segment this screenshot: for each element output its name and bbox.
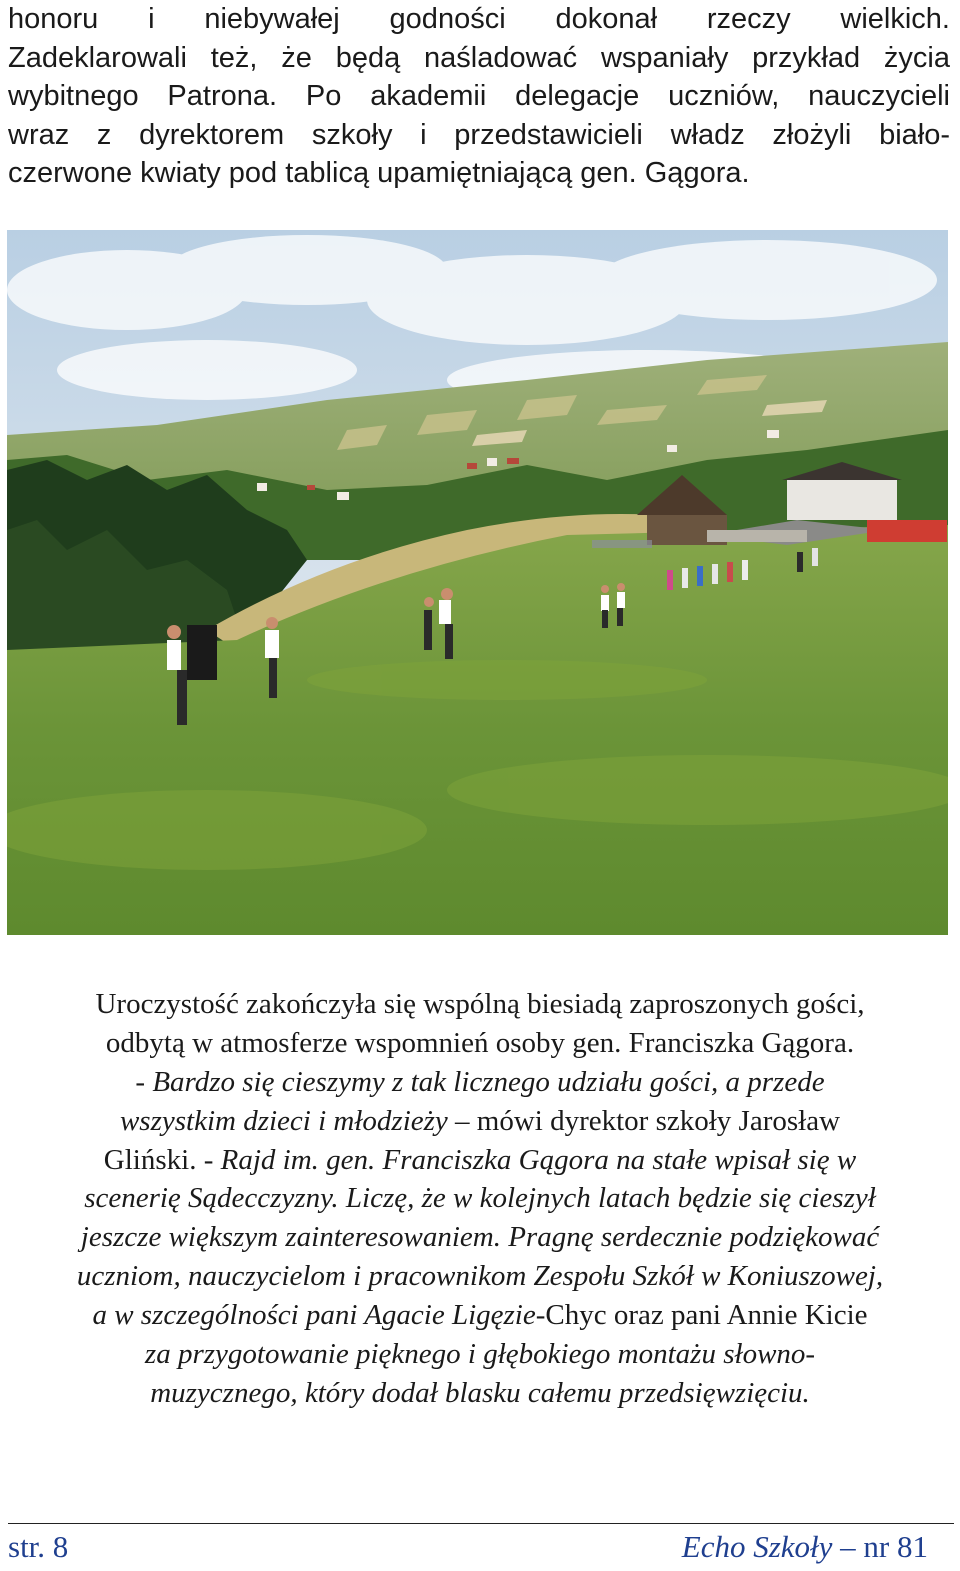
text-line (0, 1374, 960, 1413)
intro-line: wraz z dyrektorem szkoły i przedstawicieli władz złożyli biało- (8, 118, 950, 151)
text-line (0, 1102, 960, 1141)
intro-line: czerwone kwiaty pod tablicą upamiętniającą gen. Gągora. (8, 157, 750, 190)
issue-number: – nr 81 (832, 1529, 928, 1564)
text-line (0, 1257, 960, 1296)
text-line: Uroczystość zakończyła się wspólną biesiadą zaproszonych gości, (95, 988, 865, 1020)
quote-text: wszystkim dzieci i młodzieży (119, 1104, 448, 1137)
text-line (0, 1063, 960, 1102)
attribution-text: Gliński. (103, 1143, 204, 1176)
quote-text: a w szczególności pani Agacie Ligęzie (92, 1299, 536, 1332)
text-line: odbytą w atmosferze wspomnień osoby gen. Franciszka Gągora. (105, 1026, 855, 1059)
quote-text: muzycznego, który dodał blasku całemu przedsięwzięciu. (150, 1376, 810, 1409)
name-text: -Chyc oraz pani Annie Kicie (535, 1299, 868, 1332)
publication-brand: Echo Szkoły (681, 1529, 833, 1564)
article-text (0, 985, 960, 1413)
quote-text: scenerię Sądecczyzny. Liczę, że w kolejnych latach będzie się cieszył (84, 1182, 876, 1215)
rally-photo (7, 230, 948, 935)
quote-text: za przygotowanie pięknego i głębokiego montażu słowno- (144, 1338, 816, 1371)
intro-line: honoru i niebywałej godności dokonał rzeczy wielkich. (8, 3, 950, 35)
quote-text: uczniom, nauczycielom i pracownikom Zespołu Szkół w Koniuszowej, (76, 1260, 884, 1293)
quote-text: - Rajd im. gen. Franciszka Gągora na stałe wpisał się w (203, 1143, 857, 1176)
text-line (0, 1335, 960, 1374)
text-line (0, 1141, 960, 1180)
quote-text: - Bardzo się cieszymy z tak licznego udziału gości, a przede (135, 1065, 825, 1098)
text-line (0, 1296, 960, 1335)
quote-text: jeszcze większym zainteresowaniem. Pragnę serdecznie podziękować (80, 1221, 880, 1254)
footer-divider (8, 1523, 954, 1524)
publication-name (682, 1527, 928, 1567)
intro-line: Zadeklarowali też, że będą naśladować wspaniały przykład życia (8, 41, 950, 74)
intro-line: wybitnego Patrona. Po akademii delegacje uczniów, nauczycieli (8, 80, 950, 113)
text-line (0, 1179, 960, 1218)
page-number: str. 8 (8, 1529, 69, 1564)
intro-paragraph (8, 0, 950, 193)
attribution-text: – mówi dyrektor szkoły Jarosław (447, 1104, 841, 1137)
text-line (0, 1218, 960, 1257)
